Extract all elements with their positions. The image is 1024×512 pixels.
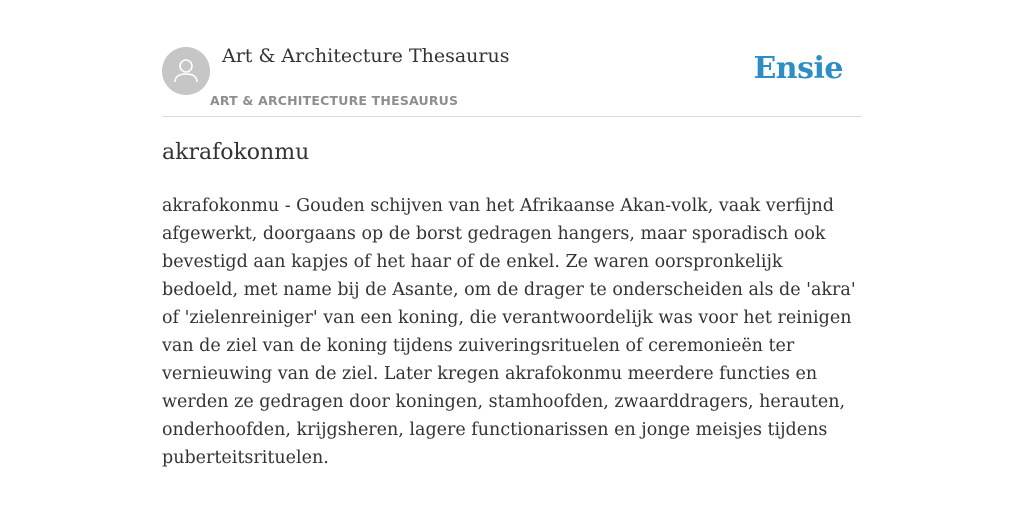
user-icon[interactable] — [162, 47, 210, 95]
source-subtitle[interactable]: ART & ARCHITECTURE THESAURUS — [210, 93, 459, 108]
ensie-logo[interactable]: Ensie — [753, 51, 843, 86]
entry-header — [162, 0, 862, 117]
entry-card — [162, 0, 862, 512]
entry-definition: akrafokonmu - Gouden schijven van het Afrikaanse Akan-volk, vaak verfijnd afgewerkt, doorgaans op de borst gedragen hangers, maar sporadisch ook bevestigd aan kapjes of het haar of de enkel. Ze waren oorspronkelijk bedoeld, met name bij de Asante, om de drager te onderscheiden als de 'akra' of 'zielenreiniger' van een koning, die verantwoordelijk was voor het reinigen van de ziel van de koning tijdens zuiveringsrituelen of ceremonieën ter vernieuwing van de ziel. Later kregen akrafokonmu meerdere functies en werden ze gedragen door koningen, stamhoofden, zwaarddragers, herauten, onderhoofden, krijgsheren, lagere functionarissen en jonge meisjes tijdens puberteitsrituelen. — [162, 196, 856, 468]
source-title[interactable]: Art & Architecture Thesaurus — [222, 45, 510, 67]
entry-term: akrafokonmu — [162, 140, 310, 165]
